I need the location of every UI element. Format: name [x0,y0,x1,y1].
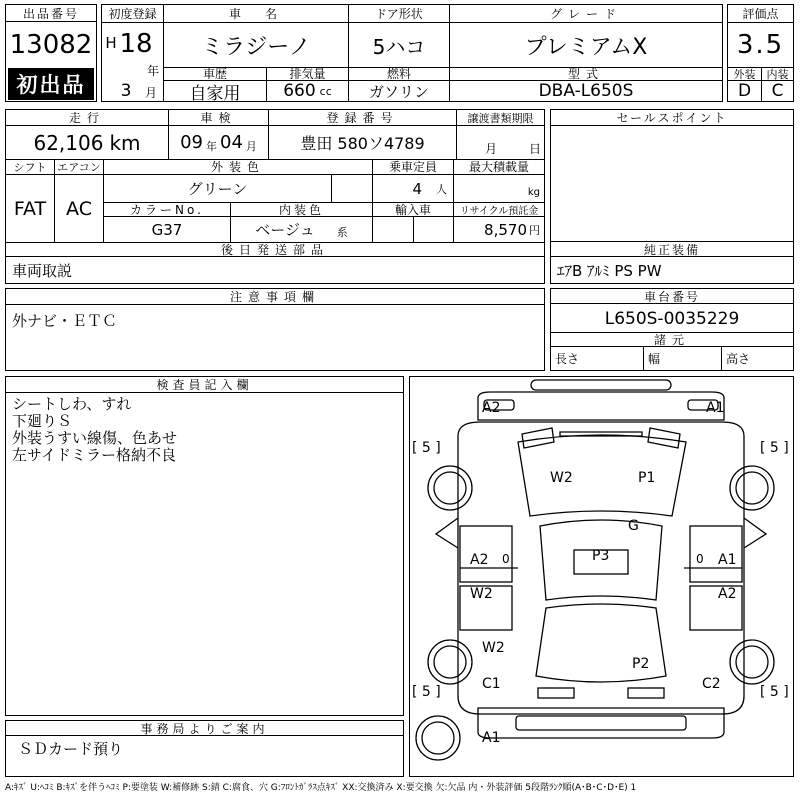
displacement [267,81,348,101]
color-no: G37 [151,220,183,239]
first-reg-year-unit: 年 [146,63,159,77]
lot-number-label: 出品番号 [6,5,96,22]
later-parts-label: 後日発送部品 [220,242,329,256]
vehicle-header-grid [101,4,723,102]
capacity-unit: 人 [436,182,447,196]
first-reg-month: 3 [120,81,132,101]
mark-left-rear-door: W2 [470,586,493,602]
tire-left-front: [ 5 ] [412,440,441,456]
mileage-unit: km [109,130,141,155]
mark-right-rear: C2 [702,676,721,692]
first-reg-era: H [105,34,117,52]
car-name-label: 車 名 [228,7,283,21]
later-parts: 車両取説 [12,261,73,280]
max-load-unit: kg [527,186,540,198]
mark-right-rear-door: A2 [718,586,737,602]
inspection-year-unit: 年 [206,139,217,153]
grade-label: グレード [549,7,622,21]
ac-label: エアコン [57,160,101,174]
car-name: ミラジーノ [201,34,311,60]
inspection-month: 04 [220,132,243,153]
transfer-doc-label: 譲渡書類期限 [467,111,534,125]
first-reg-year: 18 [119,29,153,59]
mark-roof: P3 [592,548,610,564]
interior-grade: C [771,81,784,101]
color-no-label: カラーNo. [130,202,204,216]
mark-left-front-door-zero: 0 [502,552,510,566]
notes-text: 外ナビ・ＥＴＣ [12,311,118,330]
vehicle-details-grid [5,109,545,284]
damage-diagram [410,376,793,779]
int-color-value: ベージュ [255,221,315,239]
first-reg-month-unit: 月 [144,85,157,100]
plate-number: 豊田 580ソ4789 [300,134,425,153]
history-label: 車歴 [202,67,227,80]
displacement-value: 660 [283,81,316,101]
notes-box [5,288,545,371]
chassis-box [550,288,794,371]
office-notice: ＳＤカード預り [18,739,124,758]
shift: FAT [13,197,47,220]
legend: A:ｷｽﾞ U:ﾍｺﾐ B:ｷｽﾞを伴うﾍｺﾐ P:要塗装 W:補修跡 S:錆 C:腐食、穴 G:ﾌﾛﾝﾄｶﾞﾗｽ点ｷｽﾞ XX:交換済み X:要交換 欠:欠品 内・外装評価 5段階ﾗﾝｸ順(A･B･C･D･E) 1 [5,783,637,793]
first-listing-text: 初出品 [16,73,86,97]
model-code: DBA-L650S [538,81,634,101]
mark-left-rear: C1 [482,676,501,692]
score-label: 評価点 [742,7,779,21]
exterior-grade: D [737,81,752,101]
inspection-month-unit: 月 [245,139,257,153]
mark-left-rear-quarter: W2 [482,640,505,656]
first-listing-badge [8,68,94,100]
interior-label: 内装 [766,67,789,80]
int-color-label: 内装色 [278,202,324,216]
mark-front-left: A2 [482,400,501,416]
inspection-label: 車検 [200,111,237,125]
shift-label: シフト [13,160,47,174]
tire-right-front: [ 5 ] [760,440,789,456]
model-label: 型式 [567,67,604,80]
mark-front-right: A1 [706,400,725,416]
door-type: 5ハコ [372,34,426,59]
mark-windshield: W2 [550,470,573,486]
mileage [6,126,168,159]
int-color-unit: 系 [336,225,348,239]
score-box [727,4,794,102]
int-color [231,217,372,242]
office-notice-box [5,720,404,777]
sales-points-box [550,109,794,242]
length-label: 長さ [555,352,580,366]
capacity-label: 乗車定員 [388,160,437,174]
genuine-equipment: ｴｱB ｱﾙﾐ PS PW [557,262,662,280]
max-load-label: 最大積載量 [468,160,529,174]
width-label: 幅 [648,352,661,366]
tire-right-rear: [ 5 ] [760,684,789,700]
recycle-fee [454,217,544,242]
displacement-unit: cc [319,84,332,98]
office-notice-label: 事務局よりご案内 [6,721,403,736]
mileage-label: 走行 [68,111,105,125]
recycle-fee-unit: 円 [529,223,540,237]
score: 3.5 [736,30,785,60]
specs-label: 諸元 [653,332,690,346]
mark-right-front-door: A1 [718,552,737,568]
inspector-note: 下廻りＳ [12,412,73,430]
inspector-notes-lines [12,396,177,464]
mark-center: G [628,518,639,534]
height-label: 高さ [726,352,751,366]
capacity [373,175,453,202]
mark-trunk: P2 [632,656,650,672]
lot-number: 13082 [9,30,93,60]
fuel-label: 燃料 [386,67,411,80]
fuel: ガソリン [368,82,429,101]
recycle-label: リサイクル預託金 [459,205,539,216]
history: 自家用 [189,83,241,101]
inspection-date [169,126,268,159]
chassis-label: 車台番号 [551,289,793,304]
genuine-equipment-label: 純正装備 [551,242,793,257]
mileage-value: 62,106 [33,130,104,155]
genuine-equipment-box [550,241,794,284]
tire-left-rear: [ 5 ] [412,684,441,700]
mark-hood: P1 [638,470,656,486]
door-label: ドア形状 [375,7,423,21]
sales-points-label: セールスポイント [551,110,793,126]
transfer-day: 日 [528,141,541,156]
capacity-value: 4 [412,179,422,198]
chassis-number: L650S-0035229 [604,308,740,329]
inspector-notes-label: 検査員記入欄 [6,377,403,393]
exterior-label: 外装 [733,67,756,80]
ac: AC [66,197,92,220]
inspector-note: シートしわ、すれ [12,395,132,413]
mark-left-front-door: A2 [470,552,489,568]
ext-color: グリーン [187,180,248,198]
import-label: 輸入車 [394,202,431,216]
inspection-year: 09 [180,132,203,153]
ext-color-label: 外装色 [210,160,265,174]
recycle-fee-value: 8,570 [484,220,527,239]
grade: プレミアムX [524,34,648,60]
mark-right-front-door-zero: 0 [696,552,704,566]
inspector-notes-box [5,376,404,716]
plate-label: 登録番号 [326,111,399,125]
displacement-label: 排気量 [289,67,326,80]
transfer-month: 月 [484,141,497,156]
lot-number-box [5,4,97,102]
mark-rear-bumper: A1 [482,730,501,746]
notes-label: 注意事項欄 [6,289,544,305]
first-reg-label: 初度登録 [108,7,157,21]
inspector-note: 左サイドミラー格納不良 [12,446,176,464]
inspector-note: 外装うすい線傷、色あせ [12,429,178,447]
